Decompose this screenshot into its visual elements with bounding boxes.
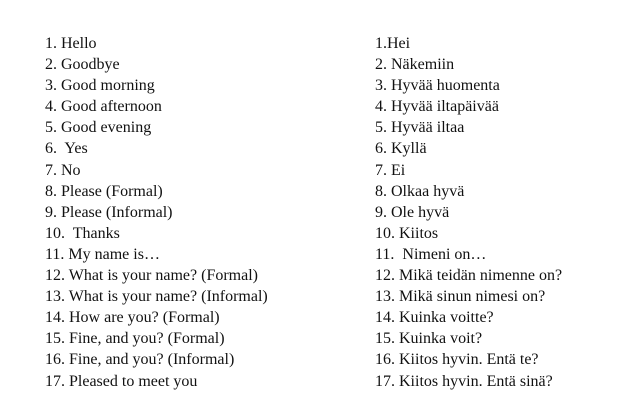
english-phrase: 5. Good evening [45, 119, 152, 137]
english-phrase: 2. Goodbye [45, 56, 120, 74]
english-phrase: 9. Please (Informal) [45, 203, 173, 221]
finnish-phrase: 3. Hyvää huomenta [375, 77, 500, 95]
english-phrase: 6. Yes [45, 140, 88, 158]
finnish-phrase: 12. Mikä teidän nimenne on? [375, 267, 563, 285]
english-phrase: 15. Fine, and you? (Formal) [45, 330, 225, 348]
english-phrase: 1. Hello [45, 35, 97, 52]
finnish-phrase: 15. Kuinka voit? [375, 330, 483, 348]
english-phrase: 11. My name is… [45, 245, 160, 263]
finnish-phrase-list [375, 33, 562, 392]
finnish-phrase: 5. Hyvää iltaa [375, 119, 465, 137]
finnish-phrase: 13. Mikä sinun nimesi on? [375, 288, 546, 306]
english-phrase-list [45, 33, 268, 392]
finnish-phrase: 14. Kuinka voitte? [375, 309, 494, 327]
english-phrase: 4. Good afternoon [45, 98, 162, 116]
finnish-phrase: 17. Kiitos hyvin. Entä sinä? [375, 372, 553, 390]
finnish-phrase: 10. Kiitos [375, 224, 439, 242]
finnish-phrase: 8. Olkaa hyvä [375, 182, 465, 200]
finnish-phrase: 4. Hyvää iltapäivää [375, 98, 499, 116]
english-phrase: 12. What is your name? (Formal) [45, 267, 258, 285]
finnish-phrase: 16. Kiitos hyvin. Entä te? [375, 351, 539, 369]
finnish-phrase: 9. Ole hyvä [375, 203, 450, 221]
english-phrase: 14. How are you? (Formal) [45, 309, 220, 327]
finnish-phrase: 1.Hei [375, 35, 411, 52]
english-phrase: 13. What is your name? (Informal) [45, 288, 268, 306]
english-phrase: 8. Please (Formal) [45, 182, 163, 200]
english-phrase: 10. Thanks [45, 224, 120, 242]
finnish-phrase: 2. Näkemiin [375, 56, 455, 74]
english-phrase: 16. Fine, and you? (Informal) [45, 351, 235, 369]
finnish-phrase: 11. Nimeni on… [375, 245, 487, 263]
english-phrase: 17. Pleased to meet you [45, 372, 198, 390]
english-phrase: 7. No [45, 161, 81, 179]
finnish-phrase: 6. Kyllä [375, 140, 427, 158]
english-phrase: 3. Good morning [45, 77, 155, 95]
finnish-phrase: 7. Ei [375, 161, 406, 179]
